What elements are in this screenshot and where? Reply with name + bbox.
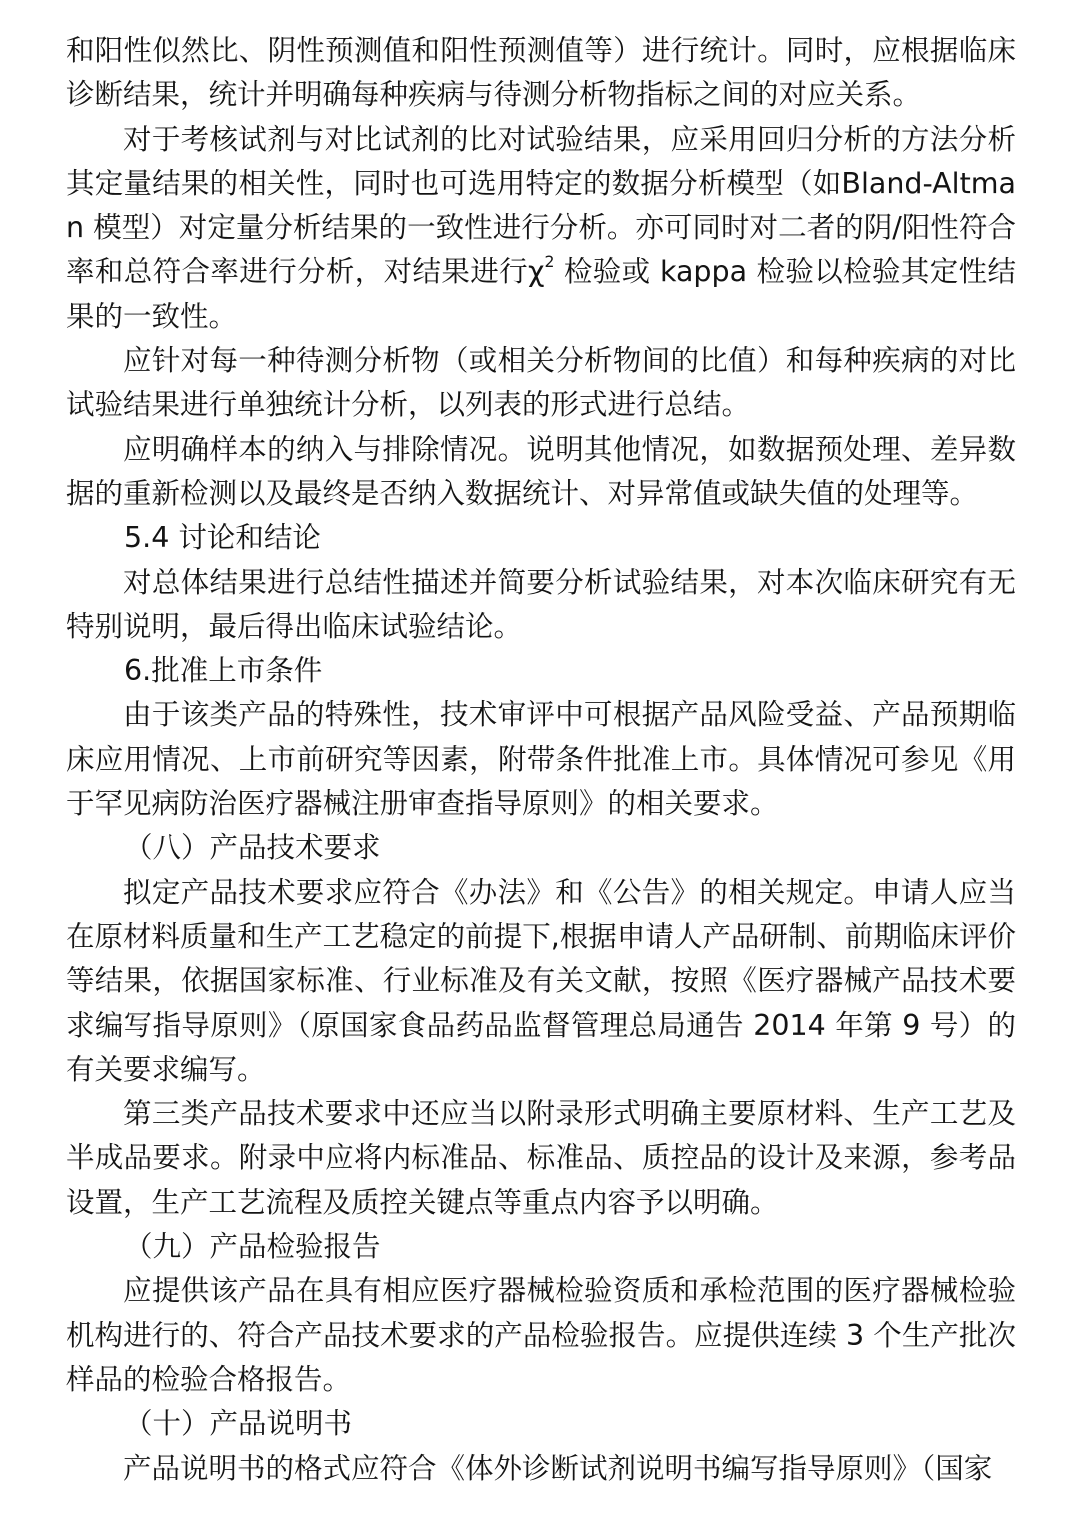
heading-product-manual: （十）产品说明书 — [124, 1407, 353, 1441]
paragraph-inspection-report: 应提供该产品在具有相应医疗器械检验资质和承检范围的医疗器械检验机构进行的、符合产品技术要求的产品检验报告。应提供连续 3 个生产批次样品的检验合格报告。 — [66, 1274, 1016, 1396]
paragraph-comparison-analysis — [66, 118, 1016, 339]
paragraph-comparison-analysis-tail: 检验或 kappa 检验以检验其定性结果的一致性。 — [66, 255, 1017, 333]
heading-inspection-report: （九）产品检验报告 — [124, 1230, 381, 1264]
paragraph-technical-requirements: 拟定产品技术要求应符合《办法》和《公告》的相关规定。申请人应当在原材料质量和生产工艺稳定的前提下,根据申请人产品研制、前期临床评价等结果，依据国家标准、行业标准及有关文献，按照《医疗器械产品技术要求编写指导原则》（原国家食品药品监督管理总局通告 2014 年第 9 号）的有关要求编写。 — [66, 875, 1016, 1086]
paragraph-comparison-analysis-text: 对于考核试剂与对比试剂的比对试验结果，应采用回归分析的方法分析其定量结果的相关性，同时也可选用特定的数据分析模型（如Bland-Altman 模型）对定量分析结果的一致性进行分析。亦可同时对二者的阴/阳性符合率和总符合率进行分析，对结果进行χ — [66, 122, 1016, 289]
document-page — [66, 29, 1016, 1491]
paragraph-overall-summary: 对总体结果进行总结性描述并简要分析试验结果，对本次临床研究有无特别说明，最后得出临床试验结论。 — [66, 565, 1016, 643]
chi-square-superscript: 2 — [544, 252, 555, 272]
paragraph-statistics-continued: 和阳性似然比、阴性预测值和阳性预测值等）进行统计。同时，应根据临床诊断结果，统计并明确每种疾病与待测分析物指标之间的对应关系。 — [66, 34, 1016, 112]
paragraph-product-manual: 产品说明书的格式应符合《体外诊断试剂说明书编写指导原则》（国家 — [123, 1451, 993, 1485]
heading-approval-conditions: 6.批准上市条件 — [124, 654, 323, 688]
paragraph-separate-statistics: 应针对每一种待测分析物（或相关分析物间的比值）和每种疾病的对比试验结果进行单独统计分析，以列表的形式进行总结。 — [66, 344, 1016, 422]
paragraph-class-three-appendix: 第三类产品技术要求中还应当以附录形式明确主要原材料、生产工艺及半成品要求。附录中应将内标准品、标准品、质控品的设计及来源，参考品设置，生产工艺流程及质控关键点等重点内容予以明确。 — [66, 1097, 1016, 1219]
heading-technical-requirements: （八）产品技术要求 — [124, 831, 381, 865]
paragraph-conditional-approval: 由于该类产品的特殊性，技术审评中可根据产品风险受益、产品预期临床应用情况、上市前研究等因素，附带条件批准上市。具体情况可参见《用于罕见病防治医疗器械注册审查指导原则》的相关要求。 — [66, 698, 1016, 821]
paragraph-sample-inclusion: 应明确样本的纳入与排除情况。说明其他情况，如数据预处理、差异数据的重新检测以及最终是否纳入数据统计、对异常值或缺失值的处理等。 — [66, 432, 1016, 510]
heading-discussion-conclusion: 5.4 讨论和结论 — [124, 521, 321, 555]
